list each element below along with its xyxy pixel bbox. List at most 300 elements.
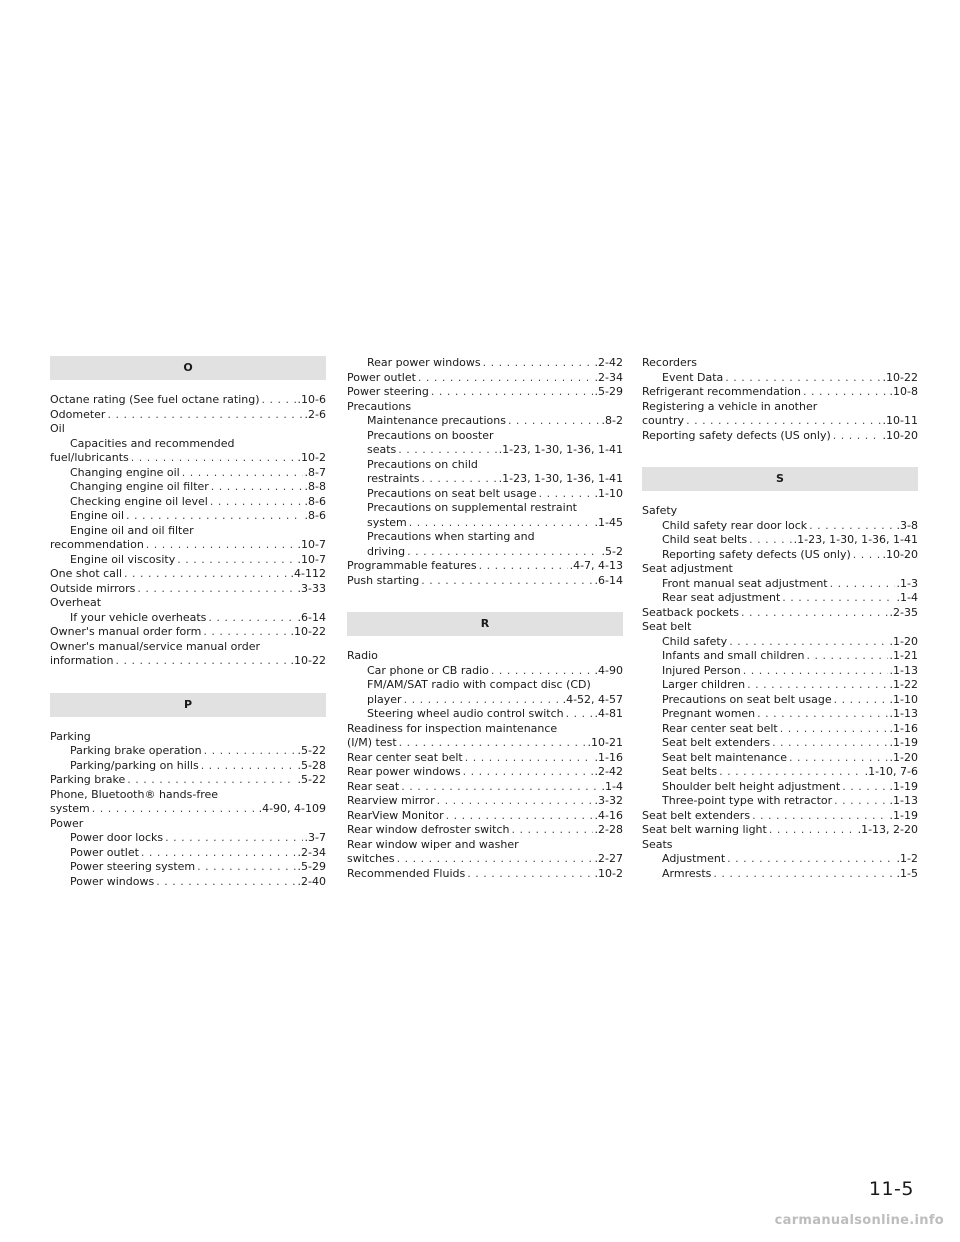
page-reference: .2-35 xyxy=(889,605,918,619)
entry-text: Car phone or CB radio xyxy=(367,663,489,677)
entry-text: Precautions on seat belt usage xyxy=(662,692,832,706)
index-entry xyxy=(642,400,918,415)
index-entry xyxy=(642,823,918,838)
index-subentry xyxy=(347,530,623,545)
page-reference: .1-19 xyxy=(889,736,918,749)
index-entry xyxy=(642,606,918,621)
page-reference: .3-8 xyxy=(896,518,918,532)
index-subentry xyxy=(50,466,326,481)
section-heading: O xyxy=(50,356,326,380)
index-entry xyxy=(50,640,326,655)
entry-text: Owner's manual/service manual order xyxy=(50,639,260,653)
page-reference: .5-2 xyxy=(601,544,623,558)
entry-text: Reporting safety defects (US only) xyxy=(662,547,851,561)
dot-leader xyxy=(752,809,887,824)
index-subentry xyxy=(347,693,623,708)
dot-leader xyxy=(421,574,592,589)
dot-leader xyxy=(203,625,288,640)
page-reference: .1-20 xyxy=(889,750,918,764)
page-reference: .3-33 xyxy=(297,581,326,595)
page-reference: .1-4 xyxy=(601,779,623,793)
dot-leader xyxy=(719,765,862,780)
entry-text: Outside mirrors xyxy=(50,581,136,595)
entry-text: Engine oil xyxy=(70,509,125,522)
index-entry xyxy=(347,823,623,838)
dot-leader xyxy=(789,751,888,766)
page-reference: .4-7, 4-13 xyxy=(569,559,623,572)
index-subentry xyxy=(347,707,623,722)
index-entry xyxy=(347,780,623,795)
entry-text: player xyxy=(367,692,402,706)
entry-text: Precautions on seat belt usage xyxy=(367,486,537,500)
page-reference: .4-16 xyxy=(594,808,623,822)
dot-leader xyxy=(842,780,887,795)
index-entry xyxy=(50,625,326,640)
entry-text: Rear center seat belt xyxy=(347,750,463,764)
page-reference: .8-2 xyxy=(601,414,623,427)
section-heading: P xyxy=(50,693,326,717)
index-subentry xyxy=(642,664,918,679)
entry-text: Pregnant women xyxy=(662,707,756,720)
index-entry xyxy=(50,773,326,788)
index-subentry xyxy=(50,831,326,846)
dot-leader xyxy=(727,852,894,867)
index-entry xyxy=(347,400,623,415)
index-subentry xyxy=(642,371,918,386)
page-reference: .8-6 xyxy=(304,494,326,508)
dot-leader xyxy=(747,678,887,693)
entry-text: Rear window wiper and washer xyxy=(347,837,519,851)
entry-text: driving xyxy=(367,544,406,558)
index-subentry xyxy=(50,553,326,568)
entry-text: Rearview mirror xyxy=(347,794,435,807)
dot-leader xyxy=(126,509,302,524)
dot-leader xyxy=(741,606,888,621)
dot-leader xyxy=(407,545,599,560)
page-reference: .5-28 xyxy=(297,758,326,772)
index-entry xyxy=(50,817,326,832)
dot-leader xyxy=(512,823,593,838)
index-subentry xyxy=(347,487,623,502)
index-entry xyxy=(347,736,623,751)
index-subentry xyxy=(642,635,918,650)
entry-text: Power door locks xyxy=(70,831,164,844)
index-entry xyxy=(50,596,326,611)
entry-text: Rear center seat belt xyxy=(662,721,778,735)
index-entry xyxy=(642,620,918,635)
page-reference: .10-20 xyxy=(882,547,918,561)
dot-leader xyxy=(780,722,888,737)
dot-leader xyxy=(757,707,887,722)
page-reference: .1-3 xyxy=(896,576,918,590)
page-reference: .8-7 xyxy=(304,465,326,479)
page-reference: .10-8 xyxy=(889,385,918,398)
page-reference: .10-22 xyxy=(882,370,918,384)
page-reference: .10-7 xyxy=(297,552,326,566)
index-subentry xyxy=(642,577,918,592)
dot-leader xyxy=(421,472,496,487)
page-reference: .8-8 xyxy=(304,480,326,493)
entry-text: Phone, Bluetooth® hands-free xyxy=(50,787,219,801)
page-reference: .1-5 xyxy=(896,866,918,880)
index-column-3 xyxy=(642,356,918,881)
index-entry xyxy=(347,751,623,766)
entry-text: Seatback pockets xyxy=(642,605,739,619)
entry-text: Precautions on booster xyxy=(367,428,494,442)
dot-leader xyxy=(262,393,296,408)
dot-leader xyxy=(156,875,295,890)
page-reference: .1-23, 1-30, 1-36, 1-41 xyxy=(498,472,623,485)
page-reference: .2-28 xyxy=(594,823,623,836)
page-reference: .2-42 xyxy=(594,356,623,369)
entry-text: Seat belts xyxy=(662,765,718,778)
dot-leader xyxy=(483,356,593,371)
entry-text: Infants and small children xyxy=(662,649,805,662)
entry-text: Armrests xyxy=(662,866,712,880)
entry-text: Larger children xyxy=(662,678,746,691)
page-reference: .1-10, 7-6 xyxy=(864,765,918,778)
index-entry xyxy=(642,414,918,429)
page-reference: .1-22 xyxy=(889,678,918,691)
dot-leader xyxy=(124,567,288,582)
page-reference: .2-34 xyxy=(297,845,326,859)
watermark: carmanualsonline.info xyxy=(774,1213,944,1228)
dot-leader xyxy=(467,867,592,882)
dot-leader xyxy=(431,385,593,400)
index-entry xyxy=(642,385,918,400)
index-subentry xyxy=(642,722,918,737)
page-number: 11-5 xyxy=(868,1178,914,1200)
entry-text: If your vehicle overheats xyxy=(70,610,207,624)
dot-leader xyxy=(479,559,568,574)
index-entry xyxy=(50,788,326,803)
page-reference: .5-22 xyxy=(297,744,326,757)
index-subentry xyxy=(642,678,918,693)
dot-leader xyxy=(107,408,302,423)
dot-leader xyxy=(141,846,296,861)
page-reference: .1-13 xyxy=(889,707,918,720)
index-entry xyxy=(642,838,918,853)
entry-text: Power outlet xyxy=(70,845,139,859)
index-entry xyxy=(50,582,326,597)
dot-leader xyxy=(182,466,303,481)
entry-text: Engine oil and oil filter xyxy=(70,523,194,537)
dot-leader xyxy=(853,548,881,563)
entry-text: Parking xyxy=(50,729,91,743)
dot-leader xyxy=(491,664,593,679)
page-reference: .2-6 xyxy=(304,407,326,421)
dot-leader xyxy=(508,414,600,429)
entry-text: Power outlet xyxy=(347,370,416,384)
entry-text: Front manual seat adjustment xyxy=(662,576,828,590)
entry-text: Power steering system xyxy=(70,860,196,873)
page-reference: .10-2 xyxy=(594,866,623,880)
entry-text: recommendation xyxy=(50,538,144,551)
dot-leader xyxy=(211,480,303,495)
index-entry xyxy=(642,562,918,577)
entry-text: Three-point type with retractor xyxy=(662,794,833,807)
dot-leader xyxy=(782,591,894,606)
page-reference: .4-52, 4-57 xyxy=(562,692,623,706)
index-subentry xyxy=(642,765,918,780)
index-entry xyxy=(347,867,623,882)
entry-text: Seat belt xyxy=(642,620,692,633)
entry-text: Oil xyxy=(50,422,65,435)
dot-leader xyxy=(404,693,561,708)
entry-text: switches xyxy=(347,852,395,865)
index-entry xyxy=(347,852,623,867)
page-reference: .3-7 xyxy=(304,831,326,844)
dot-leader xyxy=(197,860,295,875)
page-reference: .6-14 xyxy=(594,573,623,587)
index-subentry xyxy=(642,736,918,751)
entry-text: Shoulder belt height adjustment xyxy=(662,779,841,793)
page-reference: .2-27 xyxy=(594,852,623,865)
index-entry xyxy=(347,649,623,664)
entry-text: Precautions on supplemental restraint xyxy=(367,501,577,514)
dot-leader xyxy=(834,693,888,708)
page-reference: .1-10 xyxy=(594,486,623,500)
entry-text: Rear power windows xyxy=(367,356,481,369)
entry-text: Power steering xyxy=(347,385,429,398)
entry-text: information xyxy=(50,654,114,667)
dot-leader xyxy=(463,765,593,780)
entry-text: Changing engine oil xyxy=(70,465,180,479)
entry-text: Child safety xyxy=(662,634,728,648)
page-reference: .2-34 xyxy=(594,370,623,384)
index-entry xyxy=(642,429,918,444)
dot-leader xyxy=(201,759,296,774)
entry-text: Radio xyxy=(347,649,378,662)
index-entry xyxy=(347,794,623,809)
entry-text: Precautions xyxy=(347,399,412,413)
dot-leader xyxy=(177,553,295,568)
entry-text: Checking engine oil level xyxy=(70,494,208,508)
page-reference: .1-16 xyxy=(594,750,623,764)
index-entry xyxy=(50,567,326,582)
index-entry xyxy=(347,574,623,589)
dot-leader xyxy=(713,867,894,882)
index-column-2 xyxy=(347,356,623,881)
entry-text: One shot call xyxy=(50,567,123,580)
dot-leader xyxy=(743,664,888,679)
page-reference: .5-22 xyxy=(297,773,326,786)
page-reference: .10-2 xyxy=(297,451,326,464)
entry-text: Maintenance precautions xyxy=(367,414,506,427)
page-reference: .1-19 xyxy=(889,779,918,793)
index-entry xyxy=(642,809,918,824)
dot-leader xyxy=(830,577,895,592)
index-entry xyxy=(50,408,326,423)
dot-leader xyxy=(686,414,880,429)
entry-text: Seat belt extenders xyxy=(642,808,751,822)
page-reference: .1-20 xyxy=(889,634,918,648)
page-reference: .5-29 xyxy=(594,385,623,398)
dot-leader xyxy=(131,451,296,466)
entry-text: Seat belt extenders xyxy=(662,736,771,749)
dot-leader xyxy=(409,516,593,531)
page-reference: .6-14 xyxy=(297,610,326,624)
dot-leader xyxy=(401,780,599,795)
entry-text: Refrigerant recommendation xyxy=(642,385,801,398)
dot-leader xyxy=(539,487,593,502)
index-subentry xyxy=(50,860,326,875)
page-reference: .10-22 xyxy=(290,654,326,667)
dot-leader xyxy=(127,773,295,788)
index-subentry xyxy=(347,516,623,531)
index-subentry xyxy=(50,509,326,524)
dot-leader xyxy=(146,538,296,553)
section-spacer xyxy=(50,669,326,693)
page-reference: .10-6 xyxy=(297,393,326,406)
dot-leader xyxy=(833,429,881,444)
index-entry xyxy=(347,838,623,853)
entry-text: Seat belt warning light xyxy=(642,823,767,836)
dot-leader xyxy=(137,582,295,597)
index-subentry xyxy=(347,545,623,560)
entry-text: Injured Person xyxy=(662,663,741,677)
entry-text: Seat adjustment xyxy=(642,562,733,575)
page-reference: .3-32 xyxy=(594,794,623,807)
index-entry xyxy=(50,802,326,817)
index-subentry xyxy=(642,794,918,809)
index-entry xyxy=(347,385,623,400)
dot-leader xyxy=(772,736,887,751)
index-subentry xyxy=(642,591,918,606)
index-subentry xyxy=(347,356,623,371)
dot-leader xyxy=(725,371,880,386)
dot-leader xyxy=(92,802,257,817)
page-reference: .5-29 xyxy=(297,860,326,873)
index-subentry xyxy=(642,751,918,766)
section-heading: S xyxy=(642,467,918,491)
index-subentry xyxy=(50,437,326,452)
entry-text: fuel/lubricants xyxy=(50,451,129,464)
index-subentry xyxy=(50,495,326,510)
entry-text: Capacities and recommended xyxy=(70,436,235,450)
entry-text: Push starting xyxy=(347,573,420,587)
entry-text: Rear seat adjustment xyxy=(662,591,781,604)
index-entry xyxy=(642,356,918,371)
dot-leader xyxy=(803,385,888,400)
page-reference: .4-90 xyxy=(594,663,623,677)
page-reference: .4-81 xyxy=(594,707,623,720)
index-subentry xyxy=(50,744,326,759)
index-subentry xyxy=(642,519,918,534)
section-heading: R xyxy=(347,612,623,636)
page-reference: .8-6 xyxy=(304,509,326,522)
index-subentry xyxy=(347,443,623,458)
index-subentry xyxy=(642,533,918,548)
index-subentry xyxy=(50,524,326,539)
entry-text: Event Data xyxy=(662,370,724,384)
page-reference: .1-10 xyxy=(889,692,918,706)
entry-text: Rear seat xyxy=(347,779,400,793)
index-subentry xyxy=(347,429,623,444)
page-reference: .10-20 xyxy=(882,428,918,442)
entry-text: (I/M) test xyxy=(347,736,397,749)
dot-leader xyxy=(769,823,856,838)
index-subentry xyxy=(347,414,623,429)
dot-leader xyxy=(809,519,894,534)
dot-leader xyxy=(566,707,593,722)
entry-text: Programmable features xyxy=(347,559,477,572)
index-subentry xyxy=(50,846,326,861)
page-reference: .4-112 xyxy=(290,567,326,580)
section-spacer xyxy=(642,443,918,467)
index-entry xyxy=(347,559,623,574)
dot-leader xyxy=(834,794,887,809)
dot-leader xyxy=(116,654,289,669)
entry-text: Precautions when starting and xyxy=(367,530,535,543)
page-reference: .1-21 xyxy=(889,649,918,662)
entry-text: Readiness for inspection maintenance xyxy=(347,721,558,735)
index-subentry xyxy=(642,852,918,867)
entry-text: Steering wheel audio control switch xyxy=(367,707,564,720)
dot-leader xyxy=(806,649,887,664)
index-entry xyxy=(50,654,326,669)
index-entry xyxy=(347,371,623,386)
entry-text: country xyxy=(642,414,685,427)
index-entry xyxy=(50,393,326,408)
entry-text: Parking brake operation xyxy=(70,744,202,757)
index-entry xyxy=(50,730,326,745)
dot-leader xyxy=(399,736,586,751)
page-reference: .1-23, 1-30, 1-36, 1-41 xyxy=(793,533,918,546)
dot-leader xyxy=(208,611,295,626)
page-reference: .1-19 xyxy=(889,808,918,822)
entry-text: RearView Monitor xyxy=(347,808,444,822)
entry-text: Power windows xyxy=(70,874,155,888)
page-reference: .1-4 xyxy=(896,591,918,604)
dot-leader xyxy=(465,751,593,766)
entry-text: system xyxy=(50,802,90,815)
index-entry xyxy=(50,538,326,553)
entry-text: Safety xyxy=(642,504,678,517)
page-reference: .1-45 xyxy=(594,515,623,529)
page-reference: .2-42 xyxy=(594,765,623,778)
dot-leader xyxy=(165,831,302,846)
index-subentry xyxy=(50,759,326,774)
index-subentry xyxy=(642,707,918,722)
index-entry xyxy=(642,504,918,519)
index-entry xyxy=(50,451,326,466)
entry-text: Recommended Fluids xyxy=(347,866,466,880)
index-subentry xyxy=(50,480,326,495)
entry-text: Odometer xyxy=(50,407,106,421)
entry-text: Octane rating (See fuel octane rating) xyxy=(50,393,260,406)
index-subentry xyxy=(347,678,623,693)
page-reference: .10-7 xyxy=(297,538,326,551)
section-spacer xyxy=(347,588,623,612)
page-reference: .10-22 xyxy=(290,625,326,638)
entry-text: seats xyxy=(367,443,397,456)
entry-text: FM/AM/SAT radio with compact disc (CD) xyxy=(367,678,591,691)
dot-leader xyxy=(729,635,887,650)
page-reference: .10-11 xyxy=(882,414,918,427)
dot-leader xyxy=(398,443,496,458)
index-entry xyxy=(347,722,623,737)
entry-text: Overheat xyxy=(50,596,102,609)
index-entry xyxy=(50,422,326,437)
entry-text: Reporting safety defects (US only) xyxy=(642,428,831,442)
page-reference: .1-13, 2-20 xyxy=(857,823,918,836)
dot-leader xyxy=(397,852,593,867)
entry-text: Rear window defroster switch xyxy=(347,823,510,836)
page-reference: .10-21 xyxy=(587,736,623,749)
index-subentry xyxy=(347,664,623,679)
dot-leader xyxy=(749,533,792,548)
